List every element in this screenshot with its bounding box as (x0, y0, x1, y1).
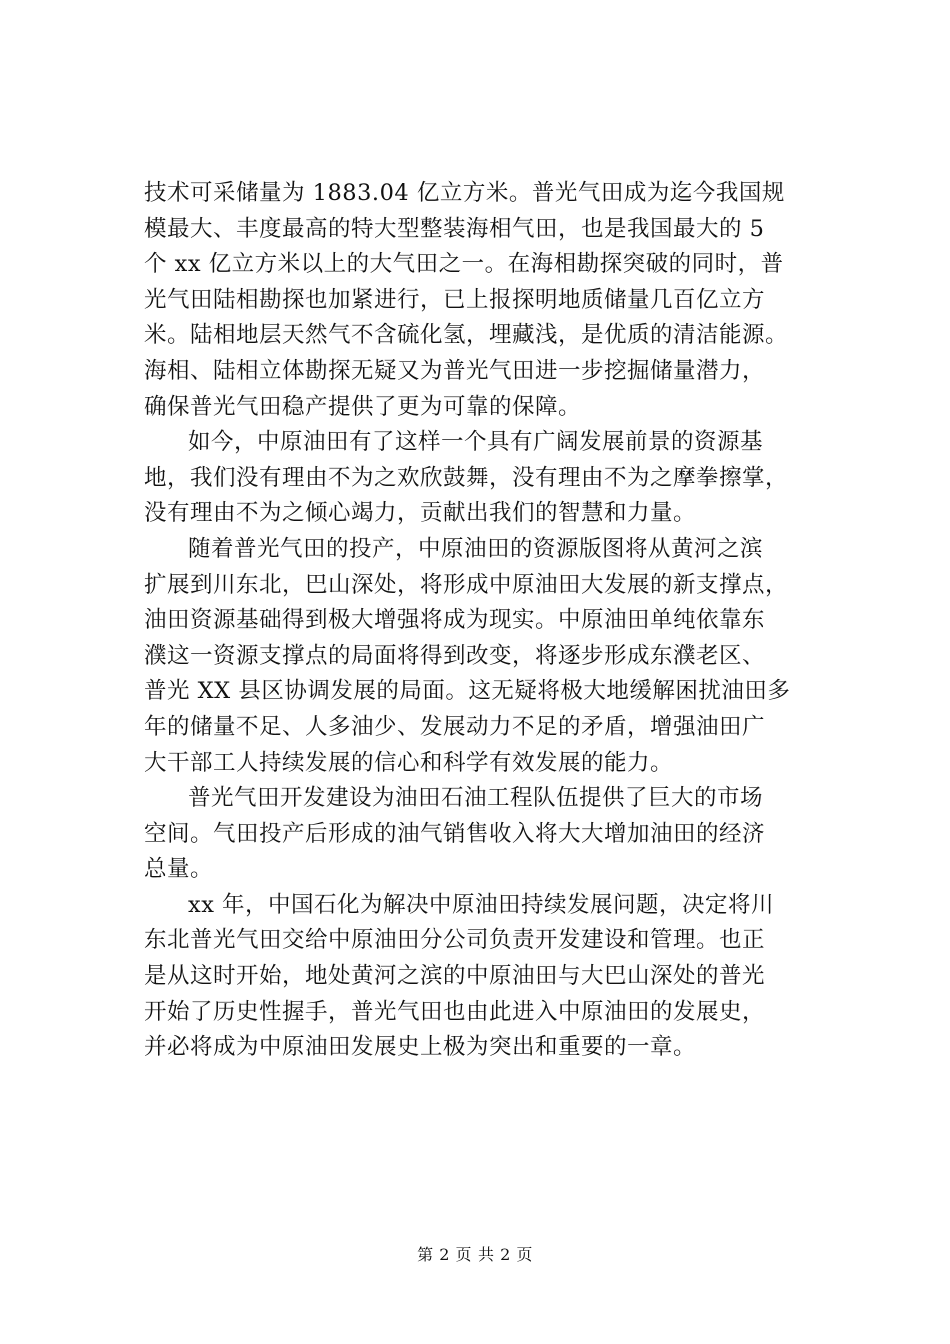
text-line: 年的储量不足、人多油少、发展动力不足的矛盾，增强油田广 (144, 713, 766, 740)
text-line: 总量。 (144, 856, 214, 883)
text-line: 地，我们没有理由不为之欢欣鼓舞，没有理由不为之摩拳擦掌， (144, 464, 789, 491)
text-line: 光气田陆相勘探也加紧进行，已上报探明地质储量几百亿立方 (144, 286, 766, 313)
text-line: 没有理由不为之倾心竭力，贡献出我们的智慧和力量。 (144, 500, 697, 527)
text-line: 技术可采储量为 1883.04 亿立方米。普光气田成为迄今我国规 (144, 180, 785, 206)
text-line: 开始了历史性握手，普光气田也由此进入中原油田的发展史， (144, 998, 766, 1025)
document-body (144, 176, 844, 1066)
paragraph-first-line: 如今，中原油田有了这样一个具有广阔发展前景的资源基 (188, 429, 764, 456)
page-number: 第 2 页 (417, 1245, 472, 1264)
page-footer (0, 1244, 950, 1266)
paragraph-first-line: xx 年，中国石化为解决中原油田持续发展问题，决定将川 (188, 891, 775, 918)
text-line: 空间。气田投产后形成的油气销售收入将大大增加油田的经济 (144, 820, 766, 847)
text-line: 米。陆相地层天然气不含硫化氢，埋藏浅，是优质的清洁能源。 (144, 322, 789, 349)
text-line: 海相、陆相立体勘探无疑又为普光气田进一步挖掘储量潜力， (144, 357, 766, 384)
text-line: 并必将成为中原油田发展史上极为突出和重要的一章。 (144, 1034, 697, 1061)
paragraph-first-line: 普光气田开发建设为油田石油工程队伍提供了巨大的市场 (188, 785, 764, 812)
text-line: 个 xx 亿立方米以上的大气田之一。在海相勘探突破的同时，普 (144, 251, 784, 278)
text-line: 油田资源基础得到极大增强将成为现实。中原油田单纯依靠东 (144, 607, 766, 634)
text-line: 大干部工人持续发展的信心和科学有效发展的能力。 (144, 749, 674, 776)
text-line: 模最大、丰度最高的特大型整装海相气田，也是我国最大的 5 (144, 215, 765, 242)
paragraph-first-line: 随着普光气田的投产，中原油田的资源版图将从黄河之滨 (188, 535, 764, 562)
text-line: 东北普光气田交给中原油田分公司负责开发建设和管理。也正 (144, 927, 766, 954)
page-total: 共 2 页 (478, 1245, 533, 1264)
text-line: 濮这一资源支撑点的局面将得到改变，将逐步形成东濮老区、 (144, 642, 766, 669)
text-line: 普光 XX 县区协调发展的局面。这无疑将极大地缓解困扰油田多 (144, 678, 791, 705)
text-line: 确保普光气田稳产提供了更为可靠的保障。 (144, 393, 582, 420)
text-line: 扩展到川东北，巴山深处，将形成中原油田大发展的新支撑点， (144, 571, 789, 598)
text-line: 是从这时开始，地处黄河之滨的中原油田与大巴山深处的普光 (144, 963, 766, 990)
